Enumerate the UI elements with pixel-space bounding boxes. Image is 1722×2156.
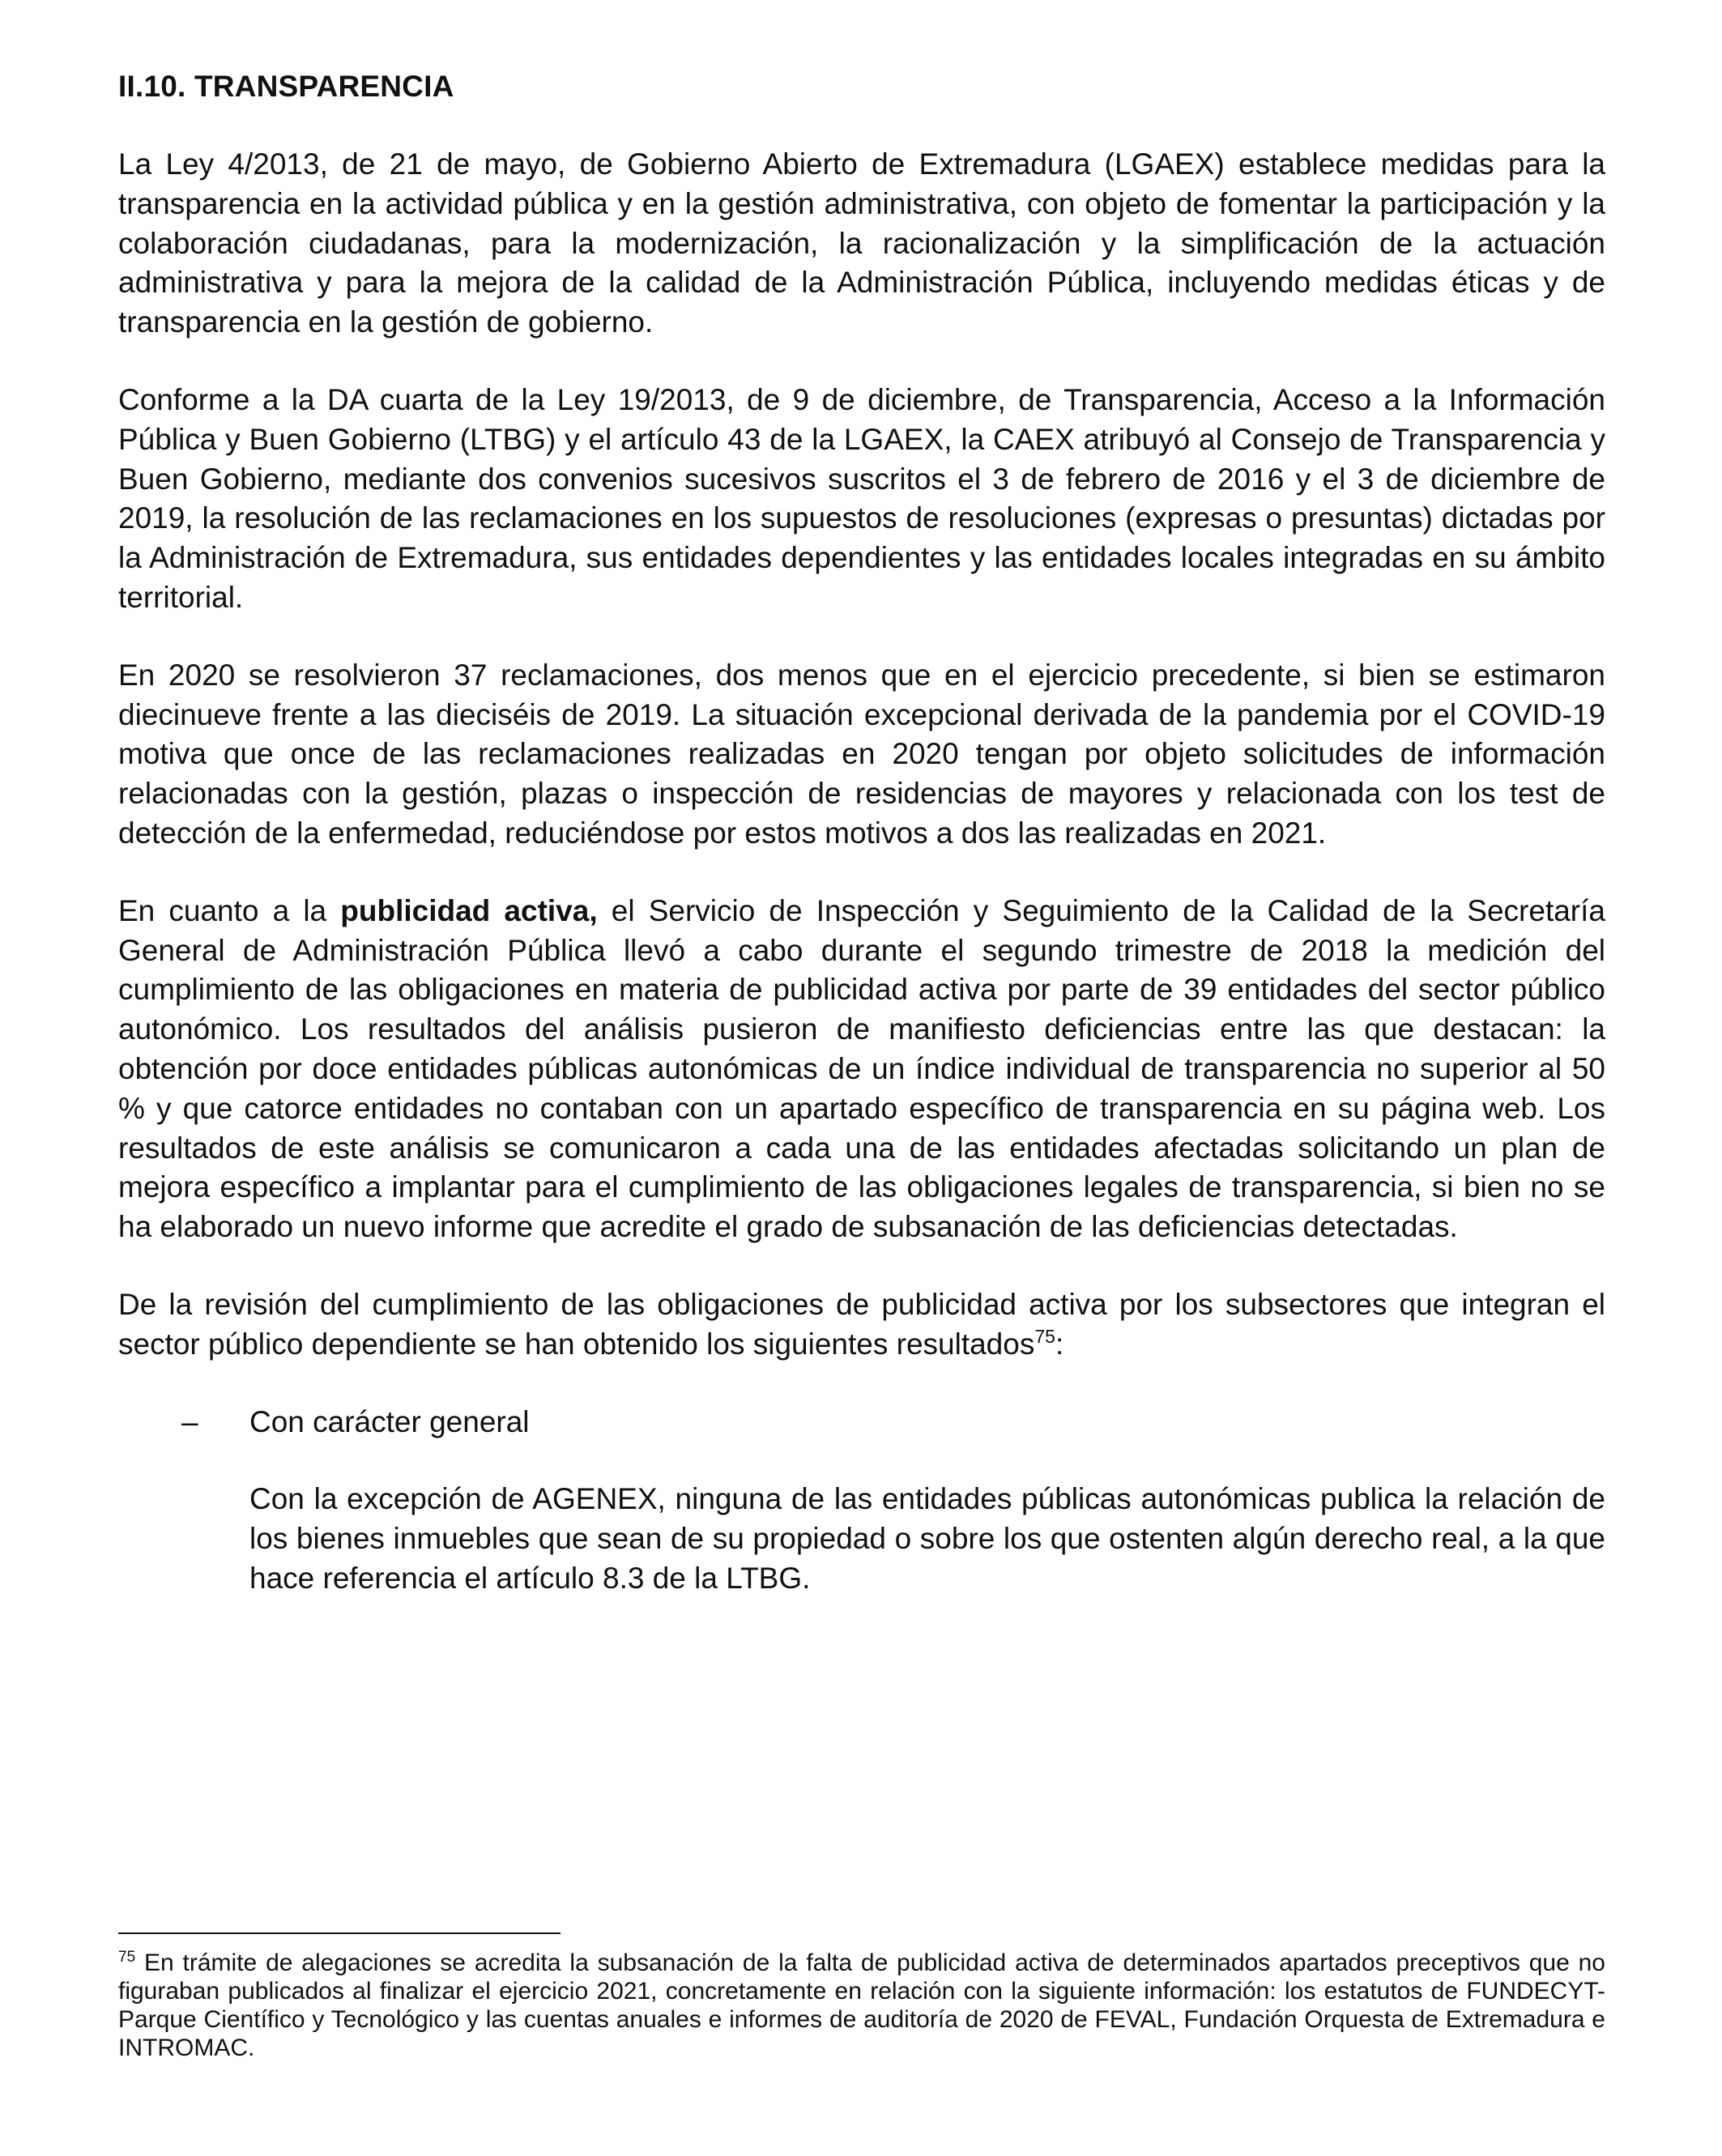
paragraph-reclamaciones: En 2020 se resolvieron 37 reclamaciones, dos menos que en el ejercicio precedente, si bien se estimaron diecinueve frente a las dieciséis de 2019. La situación excepcional derivada de la pandemia por el COVID-19 motiva que once de las reclamaciones realizadas en 2020 tengan por objeto solicitudes de información relacionadas con la gestión, plazas o inspección de residencias de mayores y relacionada con los test de detección de la enfermedad, reduciéndose por estos motivos a dos las realizadas en 2021. [118, 658, 1605, 850]
footnote-text: En trámite de alegaciones se acredita la subsanación de la falta de publicidad activa de determinados apartados preceptivos que no figuraban publicados al finalizar el ejercicio 2021, concretamente en relación con la siguiente información: los estatutos de FUNDECYT- Parque Científico y Tecnológico y las cuentas anuales e informes de auditoría de 2020 de FEVAL, Fundación Orquesta de Extremadura e INTROMAC. [118, 1949, 1605, 2061]
paragraph-convenios: Conforme a la DA cuarta de la Ley 19/2013, de 9 de diciembre, de Transparencia, Acceso a la Información Pública y Buen Gobierno (LTBG) y el artículo 43 de la LGAEX, la CAEX atribuyó al Consejo de Transparencia y Buen Gobierno, mediante dos convenios sucesivos suscritos el 3 de febrero de 2016 y el 3 de diciembre de 2019, la resolución de las reclamaciones en los supuestos de resoluciones (expresas o presuntas) dictadas por la Administración de Extremadura, sus entidades dependientes y las entidades locales integradas en su ámbito territorial. [118, 382, 1605, 614]
footnote-divider [118, 1932, 561, 1934]
paragraph-revision [118, 1285, 1605, 1365]
list-item-label: Con carácter general [249, 1404, 530, 1438]
list-dash-icon: – [181, 1404, 198, 1438]
list-item-body: Con la excepción de AGENEX, ninguna de las entidades públicas autonómicas publica la relación de los bienes inmuebles que sean de su propiedad o sobre los que ostenten algún derecho real, a la que hace referencia el artículo 8.3 de la LTBG. [249, 1482, 1605, 1595]
section-heading: II.10. TRANSPARENCIA [118, 70, 454, 103]
footnote-reference: 75 [1034, 1325, 1055, 1347]
footnote [118, 1949, 1605, 2062]
paragraph-publicidad-activa-body: el Servicio de Inspección y Seguimiento de la Calidad de la Secretaría General de Administración Pública llevó a cabo durante el segundo trimestre de 2018 la medición del cumplimiento de las obligaciones en materia de publicidad activa por parte de 39 entidades del sector público autonómico. Los resultados del análisis pusieron de manifiesto deficiencias entre las que destacan: la obtención por doce entidades públicas autonómicas de un índice individual de transparencia no superior al 50 % y que catorce entidades no contaban con un apartado específico de transparencia en su página web. Los resultados de este análisis se comunicaron a cada una de las entidades afectadas solicitando un plan de mejora específico a implantar para el cumplimiento de las obligaciones legales de transparencia, si bien no se ha elaborado un nuevo informe que acredite el grado de subsanación de las deficiencias detectadas. [118, 893, 1605, 1244]
publicidad-activa-term: publicidad activa, [340, 893, 598, 927]
list-item-caracter-general [118, 1403, 1605, 1442]
paragraph-publicidad-activa [118, 892, 1605, 1247]
footnote-number: 75 [118, 1949, 136, 1966]
paragraph-revision-text: De la revisión del cumplimiento de las obligaciones de publicidad activa por los subsectores que integran el sector público dependiente se han obtenido los siguientes resultados [118, 1287, 1605, 1361]
paragraph-lgaex: La Ley 4/2013, de 21 de mayo, de Gobierno Abierto de Extremadura (LGAEX) establece medidas para la transparencia en la actividad pública y en la gestión administrativa, con objeto de fomentar la participación y la colaboración ciudadanas, para la modernización, la racionalización y la simplificación de la actuación administrativa y para la mejora de la calidad de la Administración Pública, incluyendo medidas éticas y de transparencia en la gestión de gobierno. [118, 147, 1605, 339]
document-body [118, 66, 1605, 1599]
paragraph-revision-end: : [1055, 1327, 1064, 1361]
paragraph-publicidad-activa-intro: En cuanto a la [118, 893, 341, 927]
